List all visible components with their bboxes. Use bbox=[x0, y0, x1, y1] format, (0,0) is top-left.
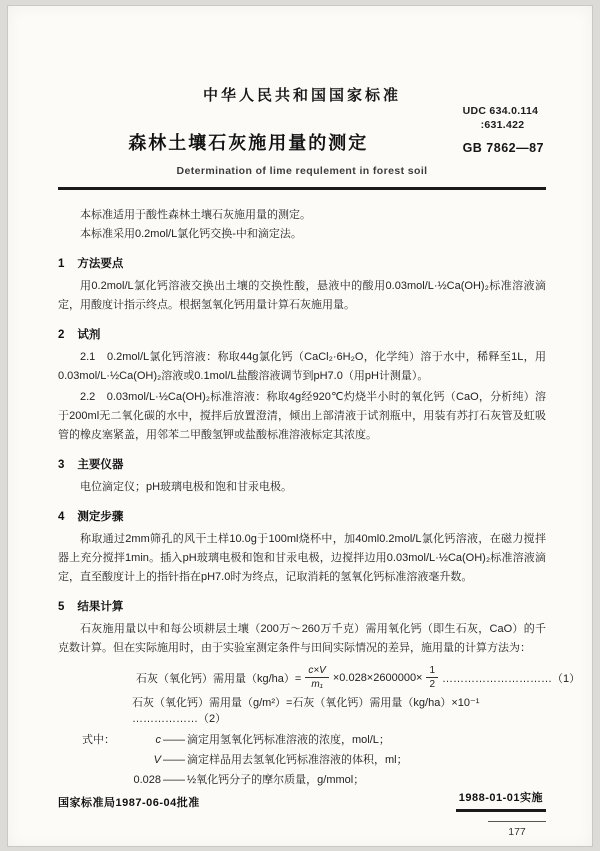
formula-dots-and-number: …………………………（1） bbox=[442, 672, 581, 685]
definition-symbol: c bbox=[155, 734, 161, 746]
formula-lime-requirement-kg-ha bbox=[136, 665, 581, 690]
scope-paragraph-2: 本标准采用0.2mol/L氯化钙交换-中和滴定法。 bbox=[80, 228, 302, 240]
definition-row-0028 bbox=[82, 770, 546, 790]
definition-prefix-spacer bbox=[82, 770, 119, 790]
gb-standard-code: GB 7862—87 bbox=[462, 141, 544, 155]
section-reagents bbox=[58, 326, 546, 445]
udc-number-line2: :631.422 bbox=[480, 119, 525, 131]
section-procedure bbox=[58, 508, 546, 587]
scope-paragraph-1: 本标准适用于酸性森林土壤石灰施用量的测定。 bbox=[80, 209, 311, 221]
page-number: 177 bbox=[488, 821, 546, 838]
definitions-label: 式中： bbox=[82, 734, 115, 746]
section-paragraph: 称取通过2mm筛孔的风干土样10.0g于100ml烧杯中，加40ml0.2mol/L氯化钙溶液，在磁力搅拌器上充分搅拌1min。插入pH玻璃电极和饱和甘汞电极，边搅拌边用0.03mol/L·½Ca(OH)₂标准溶液滴定，直至酸度计上的指针指在pH7.0时为终点，记取消耗的氢氧化钙标准溶液毫升数。 bbox=[58, 533, 546, 583]
symbol-definitions bbox=[82, 730, 546, 790]
definition-dash: —— bbox=[163, 734, 185, 746]
section-paragraph: 2.1 0.2mol/L氯化钙溶液：称取44g氯化钙（CaCl₂·6H₂O，化学纯）溶于水中，稀释至1L，用0.03mol/L·½Ca(OH)₂溶液或0.1mol/L盐酸溶液调节到pH7.0（用pH计测量）。 bbox=[58, 351, 546, 382]
definition-prefix-spacer bbox=[82, 750, 119, 770]
section-apparatus bbox=[58, 456, 546, 497]
section-calculation bbox=[58, 598, 581, 790]
section-title: 主要仪器 bbox=[77, 459, 124, 471]
section-heading bbox=[58, 326, 546, 342]
definition-text: 滴定样品用去氢氧化钙标准溶液的体积，ml； bbox=[187, 754, 408, 766]
document-header bbox=[58, 6, 546, 198]
fraction-cv-over-m bbox=[305, 665, 329, 690]
section-paragraph: 石灰施用量以中和每公顷耕层土壤（200万～260万千克）需用氧化钙（即生石灰，CaO）的千克数计算。但在实际施用时，由于实验室测定条件与田间实际情况的差异，施用量的计算方法为： bbox=[58, 623, 546, 654]
section-title: 结果计算 bbox=[77, 601, 124, 613]
section-title: 试剂 bbox=[77, 329, 101, 341]
formula-lime-requirement-g-m2: 石灰（氧化钙）需用量（g/m²）=石灰（氧化钙）需用量（kg/ha）×10⁻¹ ………………（2） bbox=[132, 697, 480, 725]
section-heading bbox=[58, 598, 546, 614]
approval-authority-date: 国家标准局1987-06-04批准 bbox=[58, 797, 200, 809]
definition-symbol: 0.028 bbox=[133, 774, 161, 786]
definition-text: ½氧化钙分子的摩尔质量，g/mmol； bbox=[187, 774, 365, 786]
fraction-denominator: m₁ bbox=[311, 679, 323, 690]
standard-type-label: 中华人民共和国国家标准 bbox=[202, 87, 401, 104]
section-number: 2 bbox=[58, 329, 65, 341]
definition-text: 滴定用氢氧化钙标准溶液的浓度，mol/L； bbox=[187, 734, 390, 746]
udc-number-line1: UDC 634.0.114 bbox=[462, 105, 539, 117]
section-title: 方法要点 bbox=[77, 258, 124, 270]
scope-intro bbox=[58, 206, 546, 244]
definition-dash: —— bbox=[163, 754, 185, 766]
scanned-document-page bbox=[7, 5, 593, 847]
header-divider-rule bbox=[58, 187, 546, 190]
implementation-date: 1988-01-01实施 bbox=[456, 789, 546, 812]
document-title-english: Determination of lime requlement in forest soil bbox=[176, 165, 428, 177]
section-number: 5 bbox=[58, 601, 65, 613]
section-paragraph: 电位滴定仪；pH玻璃电极和饱和甘汞电极。 bbox=[80, 481, 293, 493]
section-heading bbox=[58, 255, 546, 271]
standard-codes bbox=[463, 104, 544, 155]
definition-symbol: V bbox=[153, 754, 161, 766]
fraction-numerator: c×V bbox=[305, 665, 329, 678]
definition-dash: —— bbox=[163, 774, 185, 786]
definition-row-v bbox=[82, 750, 546, 770]
definition-row-c bbox=[82, 730, 546, 750]
document-title-chinese: 森林土壤石灰施用量的测定 bbox=[128, 133, 369, 153]
section-number: 4 bbox=[58, 511, 65, 523]
section-title: 测定步骤 bbox=[77, 511, 124, 523]
section-number: 3 bbox=[58, 459, 65, 471]
section-heading bbox=[58, 456, 546, 472]
fraction-one-half bbox=[426, 665, 438, 690]
formula-lhs: 石灰（氧化钙）需用量（kg/ha）= bbox=[136, 672, 302, 685]
page-content bbox=[58, 6, 581, 790]
section-heading bbox=[58, 508, 546, 524]
section-number: 1 bbox=[58, 258, 65, 270]
section-method-outline bbox=[58, 255, 546, 315]
section-paragraph: 2.2 0.03mol/L·½Ca(OH)₂标准溶液：称取4g经920℃灼烧半小时的氧化钙（CaO，分析纯）溶于200ml无二氧化碳的水中，搅拌后放置澄清，倾出上部清液于试剂瓶中，用装有苏打石灰管及虹吸管的橡皮塞紧盖，用邻苯二甲酸氢钾或盐酸标准溶液标定其浓度。 bbox=[58, 391, 546, 441]
fraction-numerator: 1 bbox=[426, 665, 438, 678]
formula-middle: ×0.028×2600000× bbox=[332, 671, 423, 684]
section-paragraph: 用0.2mol/L氯化钙溶液交换出土壤的交换性酸，悬液中的酸用0.03mol/L·½Ca(OH)₂标准溶液滴定，用酸度计指示终点。根据氢氧化钙用量计算石灰施用量。 bbox=[58, 280, 546, 311]
fraction-denominator: 2 bbox=[429, 679, 436, 690]
